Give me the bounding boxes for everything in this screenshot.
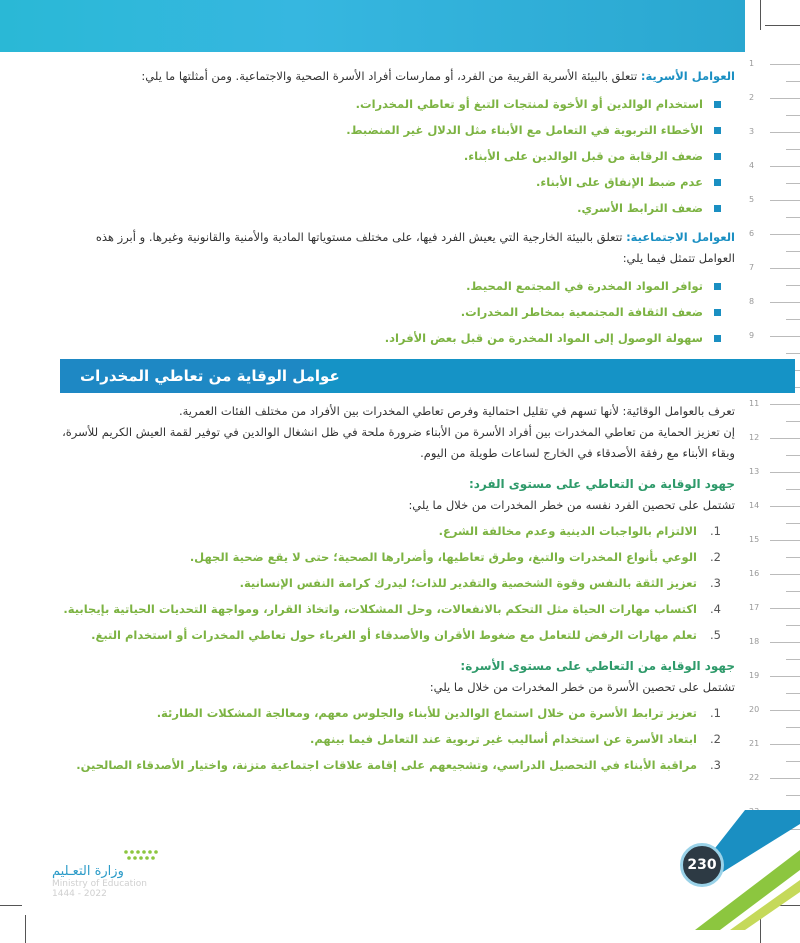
ruler-tick: [786, 115, 800, 116]
item-text: تعلم مهارات الرفض للتعامل مع ضغوط الأقران والأصدقاء أو الغرباء حول تعاطي المخدرات أو استخدام التبغ.: [91, 628, 697, 642]
list-item: توافر المواد المخدرة في المجتمع المحيط.: [60, 273, 721, 299]
ruler-tick: [786, 319, 800, 320]
ruler-number: 8: [749, 297, 755, 306]
family-level-intro: تشتمل على تحصين الأسرة من خطر المخدرات من خلال ما يلي:: [429, 680, 735, 694]
list-item: سهولة الوصول إلى المواد المخدرة من قبل بعض الأفراد.: [60, 325, 721, 351]
list-item: [60, 752, 721, 778]
list-item: استخدام الوالدين أو الأخوة لمنتجات التبغ أو تعاطي المخدرات.: [60, 91, 721, 117]
item-number: 3.: [710, 576, 721, 590]
ruler-tick: [770, 574, 800, 575]
item-text: اكتساب مهارات الحياة مثل التحكم بالانفعالات، وحل المشكلات، واتخاذ القرار، ومواجهة التحديات الحياتية بإيجابية.: [63, 602, 697, 616]
item-number: 4.: [710, 602, 721, 616]
ruler-tick: [770, 302, 800, 303]
ruler-number: 20: [749, 705, 760, 714]
ruler-number: 7: [749, 263, 755, 272]
list-item: ضعف الثقافة المجتمعية بمخاطر المخدرات.: [60, 299, 721, 325]
ruler-tick: [786, 557, 800, 558]
social-factors-list: [60, 273, 735, 351]
family-level-heading-paragraph: [60, 656, 735, 677]
ruler-tick: [786, 591, 800, 592]
page-number-badge: 230: [680, 843, 724, 887]
dots-logo-icon: [122, 848, 182, 862]
list-item: [60, 700, 721, 726]
ruler-number: 6: [749, 229, 755, 238]
ruler-tick: [786, 421, 800, 422]
item-text: ابتعاد الأسرة عن استخدام أساليب غير تربوية عند التعامل فيما بينهم.: [310, 732, 697, 746]
list-item: [60, 726, 721, 752]
ruler-tick: [770, 676, 800, 677]
ruler-tick: [786, 251, 800, 252]
ruler-tick: [786, 659, 800, 660]
ruler-number: 16: [749, 569, 760, 578]
ruler-tick: [786, 149, 800, 150]
item-text: الوعي بأنواع المخدرات والتبغ، وطرق تعاطيها، وأضرارها الصحية؛ حتى لا يقع ضحية الجهل.: [189, 550, 697, 564]
ruler-number: 18: [749, 637, 760, 646]
ruler-tick: [786, 727, 800, 728]
ruler-tick: [786, 625, 800, 626]
item-number: 2.: [710, 550, 721, 564]
list-item: ضعف الرقابة من قبل الوالدين على الأبناء.: [60, 143, 721, 169]
list-item: [60, 570, 721, 596]
ruler-tick: [770, 472, 800, 473]
list-item: [60, 622, 721, 648]
ruler-tick: [770, 132, 800, 133]
ruler-number: 1: [749, 59, 755, 68]
section-header: [60, 359, 735, 393]
list-item: [60, 596, 721, 622]
ruler-tick: [786, 523, 800, 524]
ruler-tick: [770, 778, 800, 779]
ruler-number: 9: [749, 331, 755, 340]
ruler-tick: [770, 234, 800, 235]
family-level-list: [60, 700, 735, 778]
ruler-tick: [770, 98, 800, 99]
ruler-number: 19: [749, 671, 760, 680]
family-factors-intro: تتعلق بالبيئة الأسرية القريبة من الفرد، أو ممارسات أفراد الأسرة الصحية والاجتماعية. ومن أمثلتها ما يلي:: [141, 69, 638, 83]
ruler-number: 11: [749, 399, 760, 408]
ruler-tick: [770, 540, 800, 541]
page-content: [60, 66, 735, 782]
individual-title: جهود الوقاية من التعاطي على مستوى الفرد:: [468, 477, 735, 491]
item-text: مراقبة الأبناء في التحصيل الدراسي، وتشجيعهم على إقامة علاقات اجتماعية متزنة، واختيار الأصدقاء الصالحين.: [76, 758, 697, 772]
ruler-tick: [786, 217, 800, 218]
ruler-tick: [770, 268, 800, 269]
ruler-number: 13: [749, 467, 760, 476]
ruler-tick: [770, 200, 800, 201]
ruler-tick: [770, 710, 800, 711]
side-ruler: [745, 52, 800, 832]
ruler-tick: [770, 744, 800, 745]
ruler-tick: [786, 489, 800, 490]
ministry-year: 2022 - 1444: [52, 889, 107, 899]
ruler-tick: [770, 404, 800, 405]
ruler-tick: [786, 81, 800, 82]
item-number: 1.: [710, 524, 721, 538]
ruler-tick: [770, 438, 800, 439]
prevention-paragraph-1: تعرف بالعوامل الوقائية: لأنها تسهم في تقليل احتمالية وفرص تعاطي المخدرات بين الأفراد من مختلف الفئات العمرية.: [178, 404, 735, 418]
item-number: 5.: [710, 628, 721, 642]
ruler-number: 14: [749, 501, 760, 510]
ruler-number: 5: [749, 195, 755, 204]
individual-intro: تشتمل على تحصين الفرد نفسه من خطر المخدرات من خلال ما يلي:: [408, 498, 735, 512]
ruler-tick: [786, 795, 800, 796]
ruler-number: 4: [749, 161, 755, 170]
ministry-subtitle: Ministry of Education: [52, 879, 147, 889]
ruler-tick: [786, 693, 800, 694]
list-item: عدم ضبط الإنفاق على الأبناء.: [60, 169, 721, 195]
family-factors-paragraph: [60, 66, 735, 87]
item-text: تعزيز ترابط الأسرة من خلال استماع الوالدين للأبناء والجلوس معهم، ومعالجة المشكلات الطارئة.: [156, 706, 697, 720]
list-item: الأخطاء التربوية في التعامل مع الأبناء مثل الدلال غير المنضبط.: [60, 117, 721, 143]
ruler-tick: [770, 608, 800, 609]
item-text: الالتزام بالواجبات الدينية وعدم مخالفة الشرع.: [438, 524, 697, 538]
crop-mark: [25, 915, 26, 943]
ruler-number: 21: [749, 739, 760, 748]
list-item: [60, 544, 721, 570]
ruler-tick: [770, 506, 800, 507]
ruler-number: 3: [749, 127, 755, 136]
prevention-paragraph-2: إن تعزيز الحماية من تعاطي المخدرات بين أفراد الأسرة من الأبناء ضرورة ملحة في ظل انشغال الوالدين في توفير لقمة العيش الكريم للأسرة، وبقاء الأبناء مع رفقة الأصدقاء في الخارج لساعات طويلة من اليوم.: [62, 425, 735, 460]
ministry-logo: [52, 848, 182, 899]
ministry-name: وزارة التعـليم: [52, 864, 124, 879]
family-factors-title: العوامل الأسرية:: [640, 69, 735, 83]
ruler-tick: [786, 761, 800, 762]
family-level-title: جهود الوقاية من التعاطي على مستوى الأسرة:: [460, 659, 735, 673]
social-factors-paragraph: [60, 227, 735, 269]
ruler-tick: [770, 166, 800, 167]
ruler-number: 2: [749, 93, 755, 102]
social-factors-intro: تتعلق بالبيئة الخارجية التي يعيش الفرد فيها، على مختلف مستوياتها المادية والأمنية والقانونية وغيرها. و أبرز هذه العوامل تتمثل فيما يلي:: [95, 230, 735, 265]
ruler-tick: [786, 353, 800, 354]
item-text: تعزيز الثقة بالنفس وقوة الشخصية والتقدير للذات؛ ليدرك كرامة النفس الإنسانية.: [239, 576, 697, 590]
list-item: [60, 518, 721, 544]
crop-mark: [0, 905, 22, 906]
top-banner: [0, 0, 745, 52]
corner-stripes: [650, 810, 800, 930]
item-number: 1.: [710, 706, 721, 720]
ruler-tick: [786, 455, 800, 456]
individual-heading-paragraph: [60, 474, 735, 495]
ruler-tick: [770, 642, 800, 643]
ruler-number: 15: [749, 535, 760, 544]
ruler-tick: [786, 183, 800, 184]
ruler-tick: [770, 336, 800, 337]
family-factors-list: [60, 91, 735, 221]
item-number: 2.: [710, 732, 721, 746]
individual-list: [60, 518, 735, 648]
ruler-number: 12: [749, 433, 760, 442]
ruler-tick: [786, 285, 800, 286]
item-number: 3.: [710, 758, 721, 772]
ruler-tick: [770, 64, 800, 65]
section-title: عوامل الوقاية من تعاطي المخدرات: [80, 367, 340, 385]
crop-mark: [760, 0, 761, 30]
social-factors-title: العوامل الاجتماعية:: [626, 230, 735, 244]
crop-mark: [765, 25, 800, 26]
ruler-number: 22: [749, 773, 760, 782]
ruler-number: 17: [749, 603, 760, 612]
list-item: ضعف الترابط الأسري.: [60, 195, 721, 221]
